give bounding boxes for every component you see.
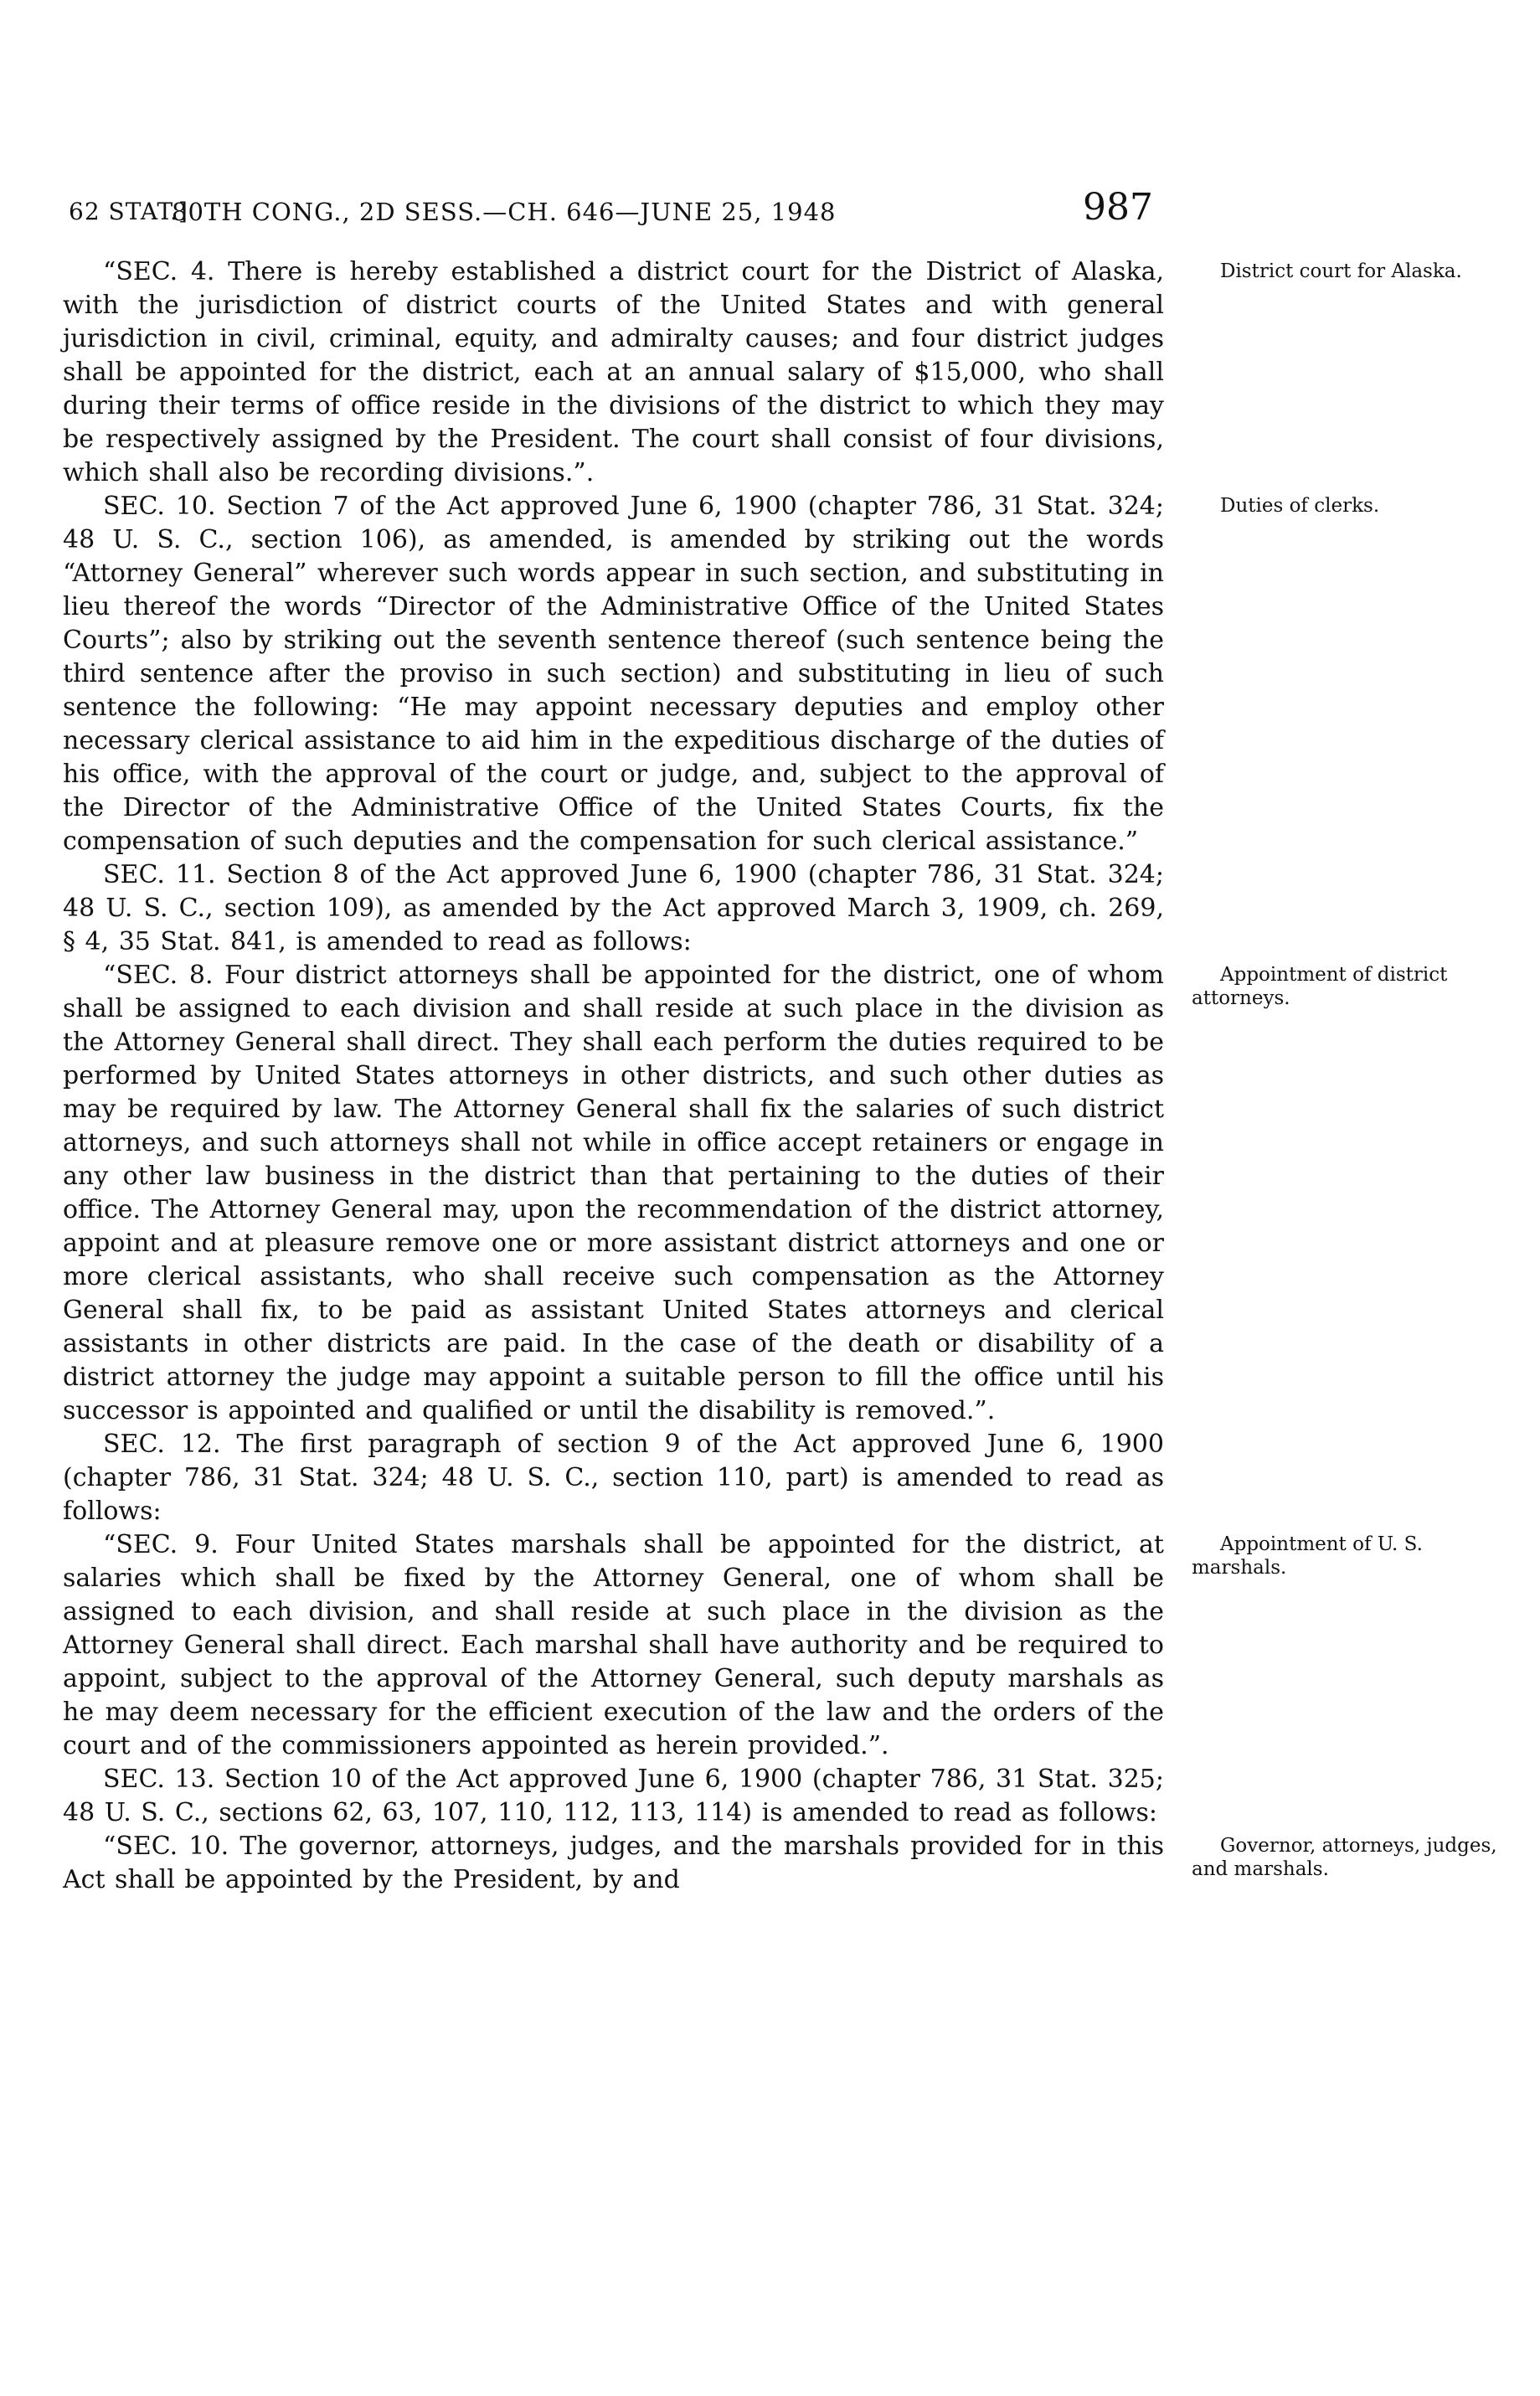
statute-paragraph [63, 1830, 1497, 1897]
margin-note: District court for Alaska. [1220, 260, 1462, 282]
margin-note: Appointment of district attorneys. [1192, 964, 1448, 1009]
statute-paragraph [63, 858, 1164, 959]
statute-paragraph [63, 490, 1380, 858]
statute-paragraph [63, 1763, 1164, 1830]
paragraph-text: “SEC. 10. The governor, attorneys, judges, and the marshals provided for in this Act shall be appointed by the President, by and [63, 1832, 1164, 1894]
paragraph-text: SEC. 13. Section 10 of the Act approved June 6, 1900 (chapter 786, 31 Stat. 325; 48 U. S. C., sections 62, 63, 107, 110, 112, 113, 114) is amended to read as follows: [63, 1765, 1164, 1827]
volume-citation: 62 STAT.] [69, 198, 188, 225]
running-head [0, 186, 1540, 241]
statute-paragraph [63, 959, 1448, 1428]
paragraph-text: “SEC. 8. Four district attorneys shall be appointed for the district, one of whom shall be assigned to each division and shall reside at such place in the division as the Attorney General shall direct. They shall each perform the duties required to be performed by United States attorneys in other districts, and such other duties as may be required by law. The Attorney General shall fix the salaries of such district attorneys, and such attorneys shall not while in office accept retainers or engage in any other law business in the district than that pertaining to the duties of their office. The Attorney General may, upon the recommendation of the district attorney, appoint and at pleasure remove one or more assistant district attorneys and one or more clerical assistants, who shall receive such compensation as the Attorney General shall fix, to be paid as assistant United States attorneys and clerical assistants in other districts are paid. In the case of the death or disability of a district attorney the judge may appoint a suitable person to fill the office until his successor is appointed and qualified or until the disability is removed.”. [63, 961, 1164, 1425]
paragraph-text: SEC. 10. Section 7 of the Act approved June 6, 1900 (chapter 786, 31 Stat. 324; 48 U. S. C., section 106), as amended, is amended by striking out the words “Attorney General” wherever such words appear in such section, and substituting in lieu thereof the words “Director of the Administrative Office of the United States Courts”; also by striking out the seventh sentence thereof (such sentence being the third sentence after the proviso in such section) and substituting in lieu of such sentence the following: “He may appoint necessary deputies and employ other necessary clerical assistance to aid him in the expeditious discharge of the duties of his office, with the approval of the court or judge, and, subject to the approval of the Director of the Administrative Office of the United States Courts, fix the compensation of such deputies and the compensation for such clerical assistance.” [63, 492, 1164, 856]
margin-note: Duties of clerks. [1220, 495, 1380, 517]
page-number: 987 [1083, 186, 1153, 229]
paragraph-text: “SEC. 4. There is hereby established a district court for the District of Alaska, with the jurisdiction of district courts of the United States and with general jurisdiction in civil, criminal, equity, and admiralty causes; and four district judges shall be appointed for the district, each at an annual salary of $15,000, who shall during their terms of office reside in the divisions of the district to which they may be respectively assigned by the President. The court shall consist of four divisions, which shall also be recording divisions.”. [63, 257, 1164, 487]
statute-paragraph [63, 1428, 1164, 1528]
paragraph-text: SEC. 11. Section 8 of the Act approved June 6, 1900 (chapter 786, 31 Stat. 324; 48 U. S. C., section 109), as amended by the Act approved March 3, 1909, ch. 269, § 4, 35 Stat. 841, is amended to read as follows: [63, 860, 1164, 956]
margin-note: Governor, attorneys, judges, and marshals. [1192, 1835, 1497, 1880]
session-chapter-title: 80TH CONG., 2D SESS.—CH. 646—JUNE 25, 1948 [172, 198, 837, 226]
paragraph-text: “SEC. 9. Four United States marshals shall be appointed for the district, at salaries which shall be fixed by the Attorney General, one of whom shall be assigned to each division, and shall reside at such place in the division as the Attorney General shall direct. Each marshal shall have authority and be required to appoint, subject to the approval of the Attorney General, such deputy marshals as he may deem necessary for the efficient execution of the law and the orders of the court and of the commissioners appointed as herein provided.”. [63, 1530, 1164, 1760]
margin-note: Appointment of U. S. marshals. [1192, 1533, 1423, 1579]
statute-paragraph [63, 1528, 1423, 1763]
statute-text-column [63, 255, 1497, 1897]
paragraph-text: SEC. 12. The first paragraph of section 9 of the Act approved June 6, 1900 (chapter 786, 31 Stat. 324; 48 U. S. C., section 110, part) is amended to read as follows: [63, 1430, 1164, 1526]
statute-paragraph [63, 255, 1462, 490]
